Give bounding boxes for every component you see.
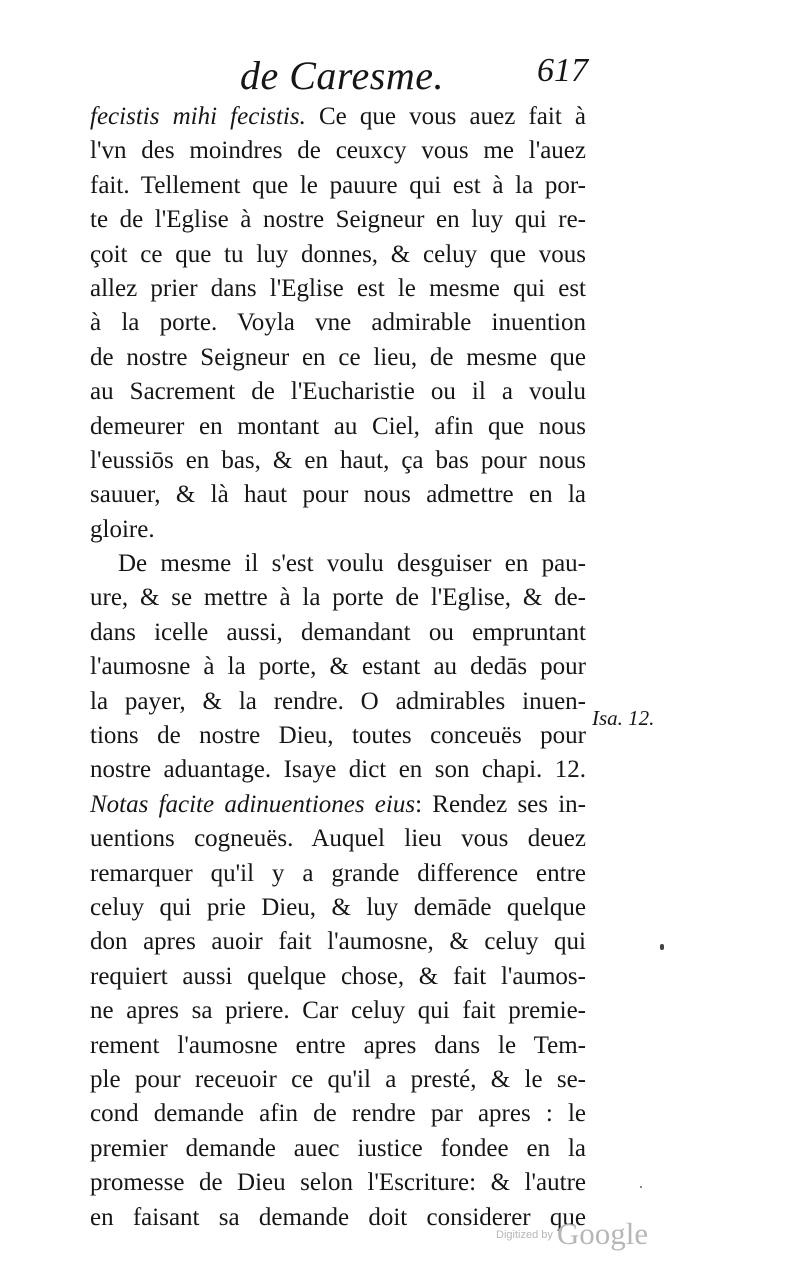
text-line [90, 719, 586, 753]
text-line [90, 1132, 586, 1166]
line-text: au Sacrement de l'Eucharistie ou il a voulu [90, 378, 586, 406]
line-text: gloire. [90, 515, 155, 543]
text-line [90, 134, 586, 168]
text-line [90, 375, 586, 409]
italic-quotation: Notas facite adinuentiones eius [90, 790, 416, 818]
line-text: ure, & se mettre à la porte de l'Eglise, & de- [90, 584, 586, 612]
line-text: dans icelle aussi, demandant ou empruntant [90, 618, 586, 646]
ink-speck [640, 1186, 642, 1188]
margin-note: Isa. 12. [592, 706, 655, 730]
text-line [90, 788, 586, 822]
text-line [90, 547, 586, 581]
line-text: la payer, & la rendre. O admirables inuen- [90, 687, 586, 715]
line-text: allez prier dans l'Eglise est le mesme qui est [90, 274, 586, 302]
text-line [90, 753, 586, 787]
text-line [90, 410, 586, 444]
digitized-watermark [496, 1216, 648, 1256]
text-line [90, 203, 586, 237]
text-line [90, 685, 586, 719]
line-text: fait. Tellement que le pauure qui est à la por- [90, 171, 586, 199]
google-logo: Google [556, 1216, 649, 1251]
line-text: ple pour receuoir ce qu'il a presté, & le se- [90, 1065, 586, 1093]
text-line [90, 478, 586, 512]
line-text: en faisant sa demande doit considerer que [90, 1203, 586, 1231]
page-number: 617 [537, 52, 588, 89]
text-line [90, 272, 586, 306]
line-text: premier demande auec iustice fondee en la [90, 1134, 586, 1162]
text-line [90, 960, 586, 994]
text-line [90, 100, 586, 134]
text-line [90, 1097, 586, 1131]
line-text: nostre aduantage. Isaye dict en son chapi. 12. [90, 756, 586, 784]
text-line [90, 238, 586, 272]
line-text: remarquer qu'il y a grande difference entre [90, 859, 586, 887]
page-header [90, 48, 588, 98]
line-text: l'aumosne à la porte, & estant au dedās pour [90, 653, 586, 681]
line-text: tions de nostre Dieu, toutes conceuës pour [90, 722, 586, 750]
line-text: à la porte. Voyla vne admirable inuention [90, 309, 586, 337]
running-title: de Caresme. [240, 53, 444, 98]
text-line [90, 341, 586, 375]
text-line [90, 444, 586, 478]
line-text: : Rendez ses in- [415, 790, 587, 818]
line-text: cond demande afin de rendre par apres : le [90, 1100, 586, 1128]
line-text: de nostre Seigneur en ce lieu, de mesme que [90, 343, 586, 371]
line-text: celuy qui prie Dieu, & luy demāde quelque [90, 893, 586, 921]
line-text: te de l'Eglise à nostre Seigneur en luy qui re- [90, 206, 586, 234]
line-text: ne apres sa priere. Car celuy qui fait premie- [90, 997, 586, 1025]
text-line [90, 169, 586, 203]
text-line [90, 616, 586, 650]
line-text: demeurer en montant au Ciel, afin que nous [90, 412, 586, 440]
text-line [90, 1063, 586, 1097]
text-line [90, 581, 586, 615]
line-text: çoit ce que tu luy donnes, & celuy que vous [90, 240, 586, 268]
text-line [90, 925, 586, 959]
italic-quotation: fecistis mihi fecistis. [90, 103, 306, 130]
line-text: promesse de Dieu selon l'Escriture: & l'autre [90, 1169, 586, 1197]
text-line [90, 306, 586, 340]
text-line [90, 857, 586, 891]
line-text: l'eussiōs en bas, & en haut, ça bas pour nous [90, 446, 586, 474]
text-line [90, 650, 586, 684]
text-line [90, 891, 586, 925]
line-text: requiert aussi quelque chose, & fait l'aumos- [90, 962, 586, 990]
body-text [90, 100, 586, 1235]
line-text: rement l'aumosne entre apres dans le Tem- [90, 1031, 586, 1059]
line-text: don apres auoir fait l'aumosne, & celuy qui [90, 928, 586, 956]
text-line [90, 822, 586, 856]
text-line [90, 1166, 586, 1200]
text-line [90, 1029, 586, 1063]
line-text: uentions cogneuës. Auquel lieu vous deuez [90, 825, 586, 853]
text-line [90, 513, 586, 547]
text-line [90, 994, 586, 1028]
watermark-prefix: Digitized by [496, 1229, 553, 1241]
line-text: De mesme il s'est voulu desguiser en pau- [118, 550, 586, 578]
line-text: Ce que vous auez fait à [305, 103, 586, 130]
line-text: l'vn des moindres de ceuxcy vous me l'auez [90, 137, 586, 165]
line-text: sauuer, & là haut pour nous admettre en la [90, 481, 586, 509]
ink-speck [660, 944, 664, 950]
